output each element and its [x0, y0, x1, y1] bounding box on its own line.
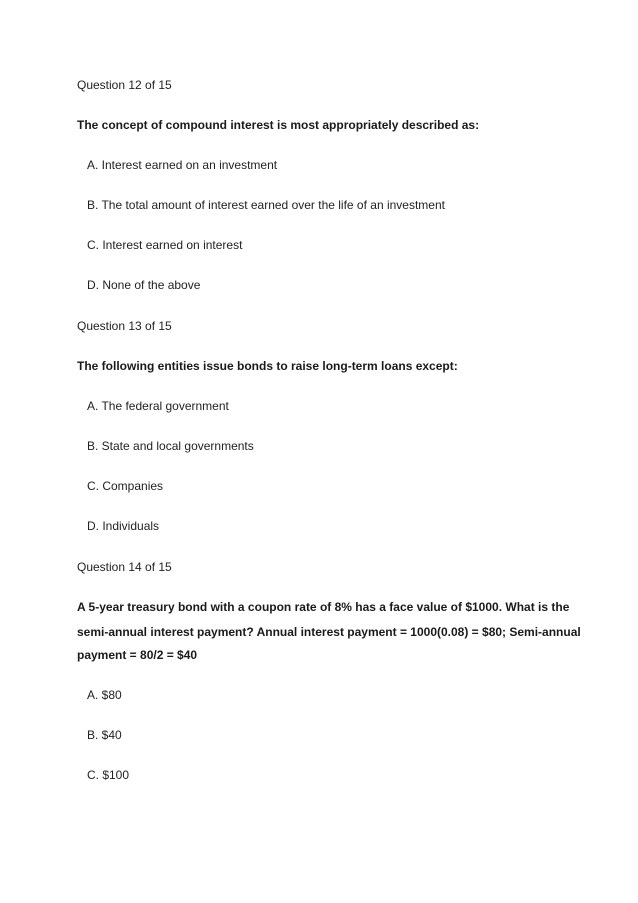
question-13-option-a: A. The federal government: [87, 399, 229, 413]
question-12-option-c: C. Interest earned on interest: [87, 238, 243, 252]
question-14-option-a: A. $80: [87, 688, 122, 702]
question-12-option-a: A. Interest earned on an investment: [87, 158, 278, 172]
question-14-option-c: C. $100: [87, 768, 130, 782]
question-13-prompt: The following entities issue bonds to raise long-term loans except:: [77, 359, 458, 373]
question-14-header: Question 14 of 15: [77, 560, 172, 574]
question-12-prompt: The concept of compound interest is most appropriately described as:: [77, 118, 480, 132]
question-13-option-d: D. Individuals: [87, 519, 160, 533]
question-14-prompt-line-3: payment = 80/2 = $40: [77, 648, 198, 662]
question-14-option-b: B. $40: [87, 728, 122, 742]
question-14-prompt-line-1: A 5-year treasury bond with a coupon rate of 8% has a face value of $1000. What is the: [77, 600, 570, 614]
question-12-option-b: B. The total amount of interest earned over the life of an investment: [87, 198, 445, 212]
question-13-option-c: C. Companies: [87, 479, 164, 493]
question-12-option-d: D. None of the above: [87, 278, 201, 292]
question-14-prompt-line-2: semi-annual interest payment? Annual interest payment = 1000(0.08) = $80; Semi-annual: [77, 625, 581, 639]
question-13-option-b: B. State and local governments: [87, 439, 254, 453]
question-13-header: Question 13 of 15: [77, 319, 172, 333]
question-12-header: Question 12 of 15: [77, 78, 172, 92]
